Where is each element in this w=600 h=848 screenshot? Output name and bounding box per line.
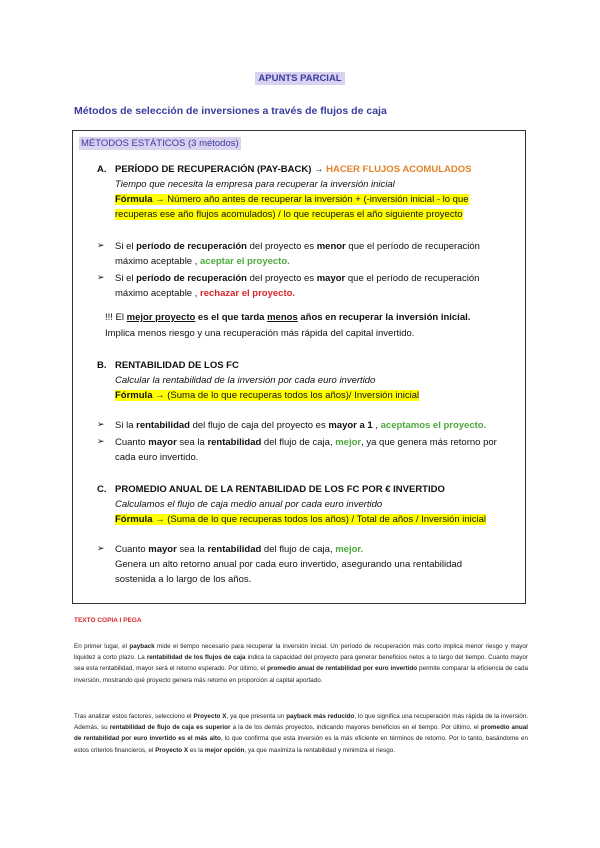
- paragraph-run-bold: mejor opción: [204, 746, 245, 754]
- section-c-letter: C.: [97, 484, 107, 495]
- text-bold: menor: [316, 241, 346, 252]
- text-bold: mayor: [148, 544, 177, 555]
- section-a-bullet1-line2: [115, 255, 290, 268]
- section-a-desc: Tiempo que necesita la empresa para recuperar la inversión inicial: [115, 179, 395, 190]
- paragraph-run-bold: rentabilidad de flujo de caja es superior: [109, 724, 231, 732]
- paragraph-run: permite comparar la eficiencia de cada inversión, mostrando qué proyecto genera más retorno en proporción al capital aportado.: [74, 665, 528, 684]
- text-bold: es el que tarda: [195, 312, 268, 323]
- section-b-letter: B.: [97, 360, 107, 371]
- section-b-bullet2: [115, 436, 497, 449]
- formula-text: → (Suma de lo que recuperas todos los años)/ Inversión inicial: [152, 390, 420, 401]
- section-a-formula-line1: [115, 193, 469, 206]
- paragraph-run: Tras analizar estos factores, selecciono el: [74, 713, 194, 720]
- page-title: [0, 73, 600, 84]
- bullet-arrow-icon: ➢: [97, 272, 105, 282]
- text-bold: mejor proyecto: [126, 312, 196, 323]
- section-a-note: [105, 311, 470, 324]
- section-a-formula-line2: [115, 208, 463, 221]
- section-a-action: HACER FLUJOS ACOMULADOS: [326, 164, 472, 175]
- section-b-bullet2-line2: cada euro invertido.: [115, 452, 199, 463]
- paragraph-run: , lo que significa una recuperación más rápida de la inversión. Además, su: [74, 713, 528, 732]
- paragraph-run-bold: payback: [129, 643, 155, 650]
- text: Cuanto: [115, 544, 149, 555]
- text-bold: mayor: [148, 437, 177, 448]
- text: del flujo de caja,: [261, 544, 336, 555]
- text: del flujo de caja,: [261, 437, 336, 448]
- text: Si el: [115, 241, 137, 252]
- text-bold: rentabilidad: [207, 437, 262, 448]
- text-bold: mayor: [316, 273, 346, 284]
- section-b-formula: [115, 389, 419, 402]
- section-b-desc: Calcular la rentabilidad de la inversión por cada euro invertido: [115, 375, 376, 386]
- text: máximo aceptable ,: [115, 256, 201, 267]
- bullet-arrow-icon: ➢: [97, 240, 105, 250]
- text: El: [112, 312, 127, 323]
- paragraph-run-bold: promedio anual de rentabilidad por euro invertido es el más alto: [74, 724, 529, 743]
- text: que el período de recuperación: [345, 241, 480, 252]
- section-a-bullet2: [115, 272, 479, 285]
- paragraph-run-bold: rentabilidad de los flujos de caja: [146, 654, 246, 662]
- text-bold: años en recuperar la inversión inicial.: [297, 312, 471, 323]
- section-c-bullet1-line3: sostenida a lo largo de los años.: [115, 574, 252, 585]
- section-b-title: RENTABILIDAD DE LOS FC: [115, 360, 239, 371]
- accept-result: aceptar el proyecto.: [200, 256, 290, 267]
- page-title-text: APUNTS PARCIAL: [255, 72, 344, 85]
- paragraph-run: a la de los demás proyectos, indicando mayores beneficios en el tiempo. Por último, el: [230, 724, 481, 732]
- paragraph-run-bold: Proyecto X: [155, 746, 189, 754]
- paragraph-run-bold: Proyecto X: [193, 713, 227, 720]
- paragraph-run-bold: payback más reducido: [286, 713, 355, 720]
- bullet-arrow-icon: ➢: [97, 543, 105, 553]
- text: del proyecto es: [247, 273, 317, 284]
- note-marks: !!!: [105, 312, 113, 323]
- better-result: mejor.: [335, 544, 364, 555]
- text: Si la: [115, 420, 137, 431]
- text: del proyecto es: [247, 241, 317, 252]
- bullet-arrow-icon: ➢: [97, 436, 105, 446]
- text: , ya que genera más retorno por: [361, 437, 497, 448]
- section-c-title: PROMEDIO ANUAL DE LA RENTABILIDAD DE LOS FC POR € INVERTIDO: [115, 484, 445, 495]
- copy-paragraph-2: [74, 711, 528, 756]
- paragraph-run: , ya que presenta un: [226, 713, 287, 720]
- reject-result: rechazar el proyecto.: [200, 288, 296, 299]
- methods-label: MÉTODOS ESTÁTICOS (3 métodos): [81, 138, 239, 149]
- paragraph-run: , ya que maximiza la rentabilidad y minimiza el riesgo.: [244, 746, 395, 754]
- text-bold: rentabilidad: [207, 544, 262, 555]
- text: sea la: [176, 544, 208, 555]
- text: sea la: [176, 437, 208, 448]
- section-c-bullet1-line2: Genera un alto retorno anual por cada euro invertido, asegurando una rentabilidad: [115, 559, 462, 570]
- section-c-bullet1: [115, 543, 363, 556]
- accept-result: aceptamos el proyecto.: [380, 420, 487, 431]
- paragraph-run: En primer lugar, el: [74, 643, 130, 650]
- section-a-letter: A.: [97, 164, 107, 175]
- section-subtitle: Métodos de selección de inversiones a través de flujos de caja: [74, 105, 387, 117]
- text: del flujo de caja del proyecto es: [189, 420, 329, 431]
- text: que el período de recuperación: [345, 273, 480, 284]
- methods-box: [72, 130, 526, 604]
- paragraph-run-bold: promedio anual de rentabilidad por euro invertido: [267, 665, 418, 673]
- section-c-formula: [115, 513, 486, 526]
- paragraph-run: indica la capacidad del proyecto para generar beneficios netos a lo largo del tiempo. Cuanto mayor sea esta rentabilidad, mayor será el retorno esperado. Por último, el: [74, 654, 528, 673]
- better-result: mejor: [335, 437, 362, 448]
- text: Si el: [115, 273, 137, 284]
- formula-label: Fórmula: [115, 390, 153, 401]
- section-a-bullet1: [115, 240, 480, 253]
- section-b-bullet1: [115, 419, 486, 432]
- copy-paste-label: TEXTO COPIA I PEGA: [74, 617, 142, 624]
- formula-text: → (Suma de lo que recuperas todos los años) / Total de años / Inversión inicial: [152, 514, 487, 525]
- text-bold: menos: [267, 312, 298, 323]
- section-a-heading: [115, 163, 471, 176]
- section-c-desc: Calculamos el flujo de caja medio anual por cada euro invertido: [115, 499, 383, 510]
- paragraph-run: mide el tiempo necesario para recuperar la inversión inicial. Un período de recuperación más corto implica menor riesgo y mayor liquidez a corto plazo. La: [74, 643, 528, 662]
- text: Cuanto: [115, 437, 149, 448]
- text-bold: período de recuperación: [136, 273, 247, 284]
- formula-label: Fórmula: [115, 514, 153, 525]
- formula-text: recuperas ese año flujos acomulados) / lo que recuperas el año siguiente proyecto: [115, 209, 463, 220]
- bullet-arrow-icon: ➢: [97, 419, 105, 429]
- text: máximo aceptable ,: [115, 288, 201, 299]
- text: ,: [372, 420, 381, 431]
- formula-text: → Número año antes de recuperar la inversión + (-inversión inicial - lo que: [152, 194, 469, 205]
- text-bold: mayor a 1: [328, 420, 373, 431]
- section-a-title: PERÍODO DE RECUPERACIÓN (PAY-BACK): [115, 164, 312, 175]
- text-bold: período de recuperación: [136, 241, 247, 252]
- section-a-arrow: →: [314, 164, 324, 175]
- text-bold: rentabilidad: [136, 420, 190, 431]
- paragraph-run: , lo que confirma que esta inversión es la más eficiente en términos de retorno. Por lo tanto, basándome en estos criterios financieros, el: [74, 735, 528, 754]
- section-a-note-line2: Implica menos riesgo y una recuperación más rápida del capital invertido.: [105, 328, 415, 339]
- paragraph-run: es la: [188, 746, 205, 754]
- copy-paragraph-1: [74, 641, 528, 686]
- section-a-bullet2-line2: [115, 287, 295, 300]
- formula-label: Fórmula: [115, 194, 153, 205]
